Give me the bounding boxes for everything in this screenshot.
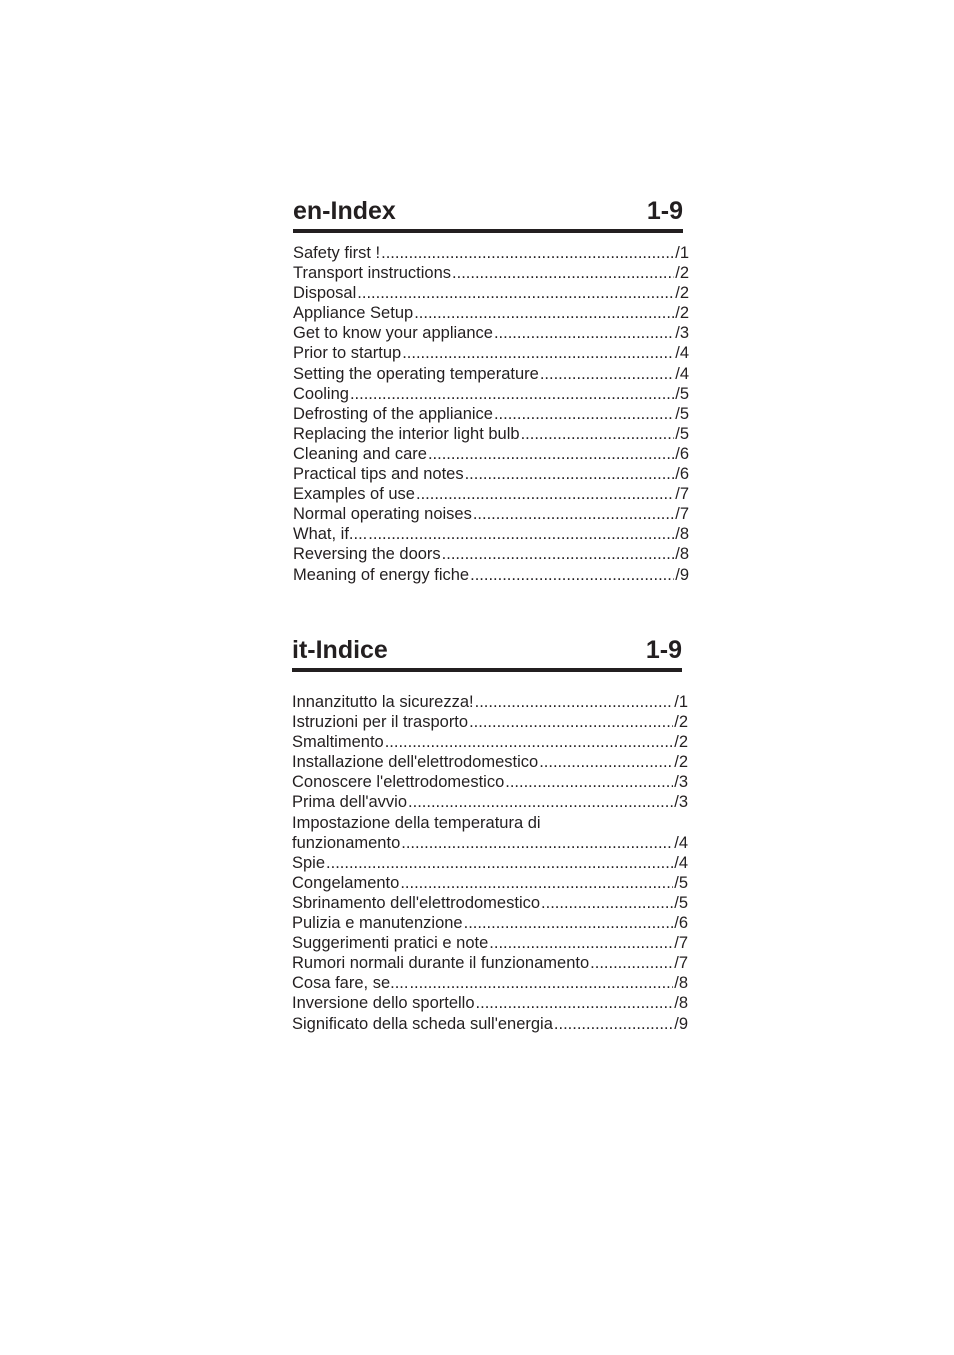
index-entry-page: /8 [674,974,688,993]
index-entry-page: /2 [674,733,688,752]
index-entry-title: Safety first ! [293,244,381,262]
dot-leader [590,953,673,973]
en-index-page-range: 1-9 [646,197,683,225]
index-entry-page: /4 [675,364,689,383]
index-entry-title: Setting the operating temperature [293,364,539,383]
index-entry-title: Rumori normali durante il funzionamento [292,954,590,973]
index-entry-page: /3 [674,773,688,792]
index-entry-page: /5 [675,384,689,403]
index-entry-title: Impostazione della temperatura di [292,813,541,832]
index-entry [293,424,689,444]
dot-leader [521,424,675,444]
index-entry-page: /7 [675,505,689,524]
index-entry [293,263,689,283]
index-entry-page: /7 [674,934,688,953]
dot-leader [505,772,673,792]
index-entry-page: /6 [675,444,689,463]
dot-leader [368,524,674,544]
index-entry [292,873,688,893]
index-entry [293,444,689,464]
index-entry [292,833,688,853]
index-entry [293,243,689,263]
index-entry [292,772,688,792]
index-entry-page: /4 [675,344,689,363]
index-entry-page: /7 [674,954,688,973]
dot-leader [489,933,673,953]
index-entry-page: /2 [675,304,689,323]
index-entry-title: Cosa fare, se.... [292,974,409,993]
en-index-list [293,243,689,585]
index-entry [293,504,689,524]
index-entry [292,973,688,993]
index-entry-page: /8 [675,545,689,564]
index-entry-title: Pulizia e manutenzione [292,914,463,933]
dot-leader [476,993,674,1013]
index-entry-title: funzionamento [292,833,401,852]
index-entry-title: Disposal [293,284,357,303]
index-entry [292,993,688,1013]
index-entry-title: Prima dell'avvio [292,793,408,812]
index-entry [293,384,689,404]
dot-leader [442,544,675,564]
index-entry-title: What, if.... [293,525,368,544]
index-entry [292,1014,688,1034]
index-entry [293,283,689,303]
dot-leader [414,303,674,323]
index-entry-title: Spie [292,853,326,872]
en-index-heading [293,196,683,233]
dot-leader [408,792,673,812]
index-entry-title: Istruzioni per il trasporto [292,713,469,732]
index-entry-page: /3 [675,324,689,343]
index-entry [292,792,688,812]
index-entry-title: Conoscere l'elettrodomestico [292,773,505,792]
it-index-page-range: 1-9 [645,636,682,664]
index-entry [292,712,688,732]
index-entry-title: Appliance Setup [293,304,414,323]
dot-leader [540,364,674,384]
index-entry [293,524,689,544]
index-entry-page: /7 [675,485,689,504]
index-entry-title: Defrosting of the applianice [293,404,493,423]
dot-leader [494,404,674,424]
index-entry-title: Reversing the doors [293,545,441,564]
index-entry [292,692,688,712]
dot-leader [465,464,675,484]
dot-leader [464,913,674,933]
index-entry-page: /5 [674,893,688,912]
index-entry-title: Transport instructions [293,264,452,283]
index-entry-page: /9 [674,1014,688,1033]
dot-leader [326,853,673,873]
dot-leader [385,732,674,752]
index-entry-title: Congelamento [292,873,400,892]
index-entry [292,752,688,772]
it-index-list [292,692,688,1034]
index-entry-title: Meaning of energy fiche [293,565,470,584]
index-entry [293,565,689,585]
index-entry-page: /2 [675,284,689,303]
index-entry-page: /6 [675,465,689,484]
index-entry [293,343,689,363]
index-entry-page: /2 [674,753,688,772]
dot-leader [541,893,673,913]
index-entry-page: /5 [675,424,689,443]
index-entry-title: Smaltimento [292,733,384,752]
index-entry [292,913,688,933]
index-entry [292,853,688,873]
index-entry-title: Cooling [293,384,349,403]
index-entry-page: /2 [674,713,688,732]
it-index-heading [292,635,682,672]
index-entry [293,464,689,484]
index-entry-page: /9 [675,565,689,584]
dot-leader [428,444,674,464]
dot-leader [381,243,674,263]
it-index-title: it-Indice [292,636,388,664]
en-index-title: en-Index [293,197,396,225]
index-entry-title: Practical tips and notes [293,465,464,484]
dot-leader [401,833,673,853]
index-entry [292,953,688,973]
index-entry [293,364,689,384]
index-entry [293,404,689,424]
index-entry [292,732,688,752]
index-entry-title: Installazione dell'elettrodomestico [292,753,539,772]
index-entry-title: Innanzitutto la sicurezza! [292,693,474,711]
index-entry-page: /4 [674,853,688,872]
dot-leader [494,323,674,343]
index-entry-page: /2 [675,264,689,283]
index-entry [292,933,688,953]
index-entry-page: /8 [674,994,688,1013]
index-entry-title: Suggerimenti pratici e note [292,934,489,953]
index-entry-title: Prior to startup [293,344,402,363]
dot-leader [473,504,674,524]
index-entry [293,484,689,504]
index-entry-title: Replacing the interior light bulb [293,424,520,443]
it-index-section [292,635,688,1034]
index-entry-page: /6 [674,914,688,933]
index-entry [292,893,688,913]
dot-leader [539,752,673,772]
index-entry-page: /5 [675,404,689,423]
index-entry-page: /8 [675,525,689,544]
index-entry-page: /1 [674,693,688,711]
dot-leader [554,1014,673,1034]
index-entry-title: Significato della scheda sull'energia [292,1014,553,1033]
dot-leader [350,384,674,404]
index-entry [292,813,688,833]
dot-leader [469,712,673,732]
dot-leader [470,565,674,585]
dot-leader [416,484,674,504]
index-entry-page: /1 [675,244,689,262]
index-entry-page: /3 [674,793,688,812]
index-entry-title: Get to know your appliance [293,324,493,343]
en-index-section [293,196,689,585]
index-entry [293,544,689,564]
index-entry-title: Inversione dello sportello [292,994,475,1013]
dot-leader [452,263,674,283]
dot-leader [409,973,673,993]
dot-leader [475,692,674,712]
index-entry-page: /4 [674,833,688,852]
index-entry [293,323,689,343]
index-entry-title: Sbrinamento dell'elettrodomestico [292,893,541,912]
index-entry [293,303,689,323]
dot-leader [400,873,673,893]
index-entry-title: Normal operating noises [293,505,472,524]
dot-leader [402,343,674,363]
dot-leader [357,283,674,303]
index-entry-title: Cleaning and care [293,444,427,463]
index-entry-page: /5 [674,873,688,892]
index-entry-title: Examples of use [293,485,415,504]
